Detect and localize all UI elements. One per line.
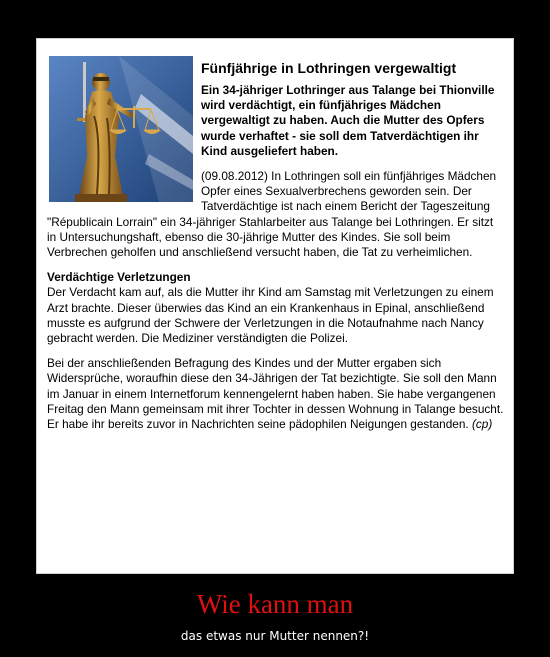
- article-paragraph-1: (09.08.2012) In Lothringen soll ein fünfjähriges Mädchen Opfer eines Sexualverbrechens geworden sein. Der Tatverdächtige ist nach einem Bericht der Tageszeitung "Républicain Lorrain" ein 34-jähriger Stahlarbeiter aus Talange bei Lothringen. Er sitzt in Untersuchungshaft, ebenso die 30-jährige Mutter des Kindes. Sie soll beim Verbrechen geholfen und anschließend versucht haben, die Tat zu verheimlichen.: [47, 169, 497, 260]
- article-headline: Fünfjährige in Lothringen vergewaltigt: [201, 60, 457, 76]
- article-paragraph-3: [47, 356, 505, 432]
- article-image: [49, 56, 193, 202]
- article-author: (cp): [471, 417, 493, 432]
- poster-subtitle: das etwas nur Mutter nennen?!: [180, 629, 370, 643]
- article-lead: Ein 34-jähriger Lothringer aus Talange bei Thionville wird verdächtigt, ein fünfjähriges Mädchen vergewaltigt zu haben. Auch die Mutter des Opfers wurde verhaftet - sie soll dem Tatverdächtigen ihr Kind ausgeliefert haben.: [201, 83, 495, 158]
- poster-title: Wie kann man: [196, 589, 354, 619]
- article-paragraph-3-text: Bei der anschließenden Befragung des Kindes und der Mutter ergaben sich Widersprüche, woraufhin diese den 34-Jährigen der Tat bezichtigte. Sie soll den Mann im Januar in einem Internetforum kennengelernt haben haben. Sie habe vergangenen Freitag den Mann gemeinsam mit ihrer Tochter in dessen Wohnung in Talange besucht. Er habe ihr bereits zuvor in Nachrichten seine pädophilen Neigungen gestanden.: [47, 356, 504, 432]
- article-subheading: Verdächtige Verletzungen: [47, 270, 191, 285]
- justitia-statue-icon: [49, 56, 193, 202]
- article: [47, 51, 505, 442]
- poster-frame: [36, 38, 514, 574]
- article-paragraph-2: Der Verdacht kam auf, als die Mutter ihr Kind am Samstag mit Verletzungen zu einem Arzt brachte. Dieser überwies das Kind an ein Krankenhaus in Epinal, anschließend musste es aufgrund der Schwere der Verletzungen in die Notaufnahme nach Nancy gebracht werden. Die Mediziner verständigten die Polizei.: [47, 285, 494, 346]
